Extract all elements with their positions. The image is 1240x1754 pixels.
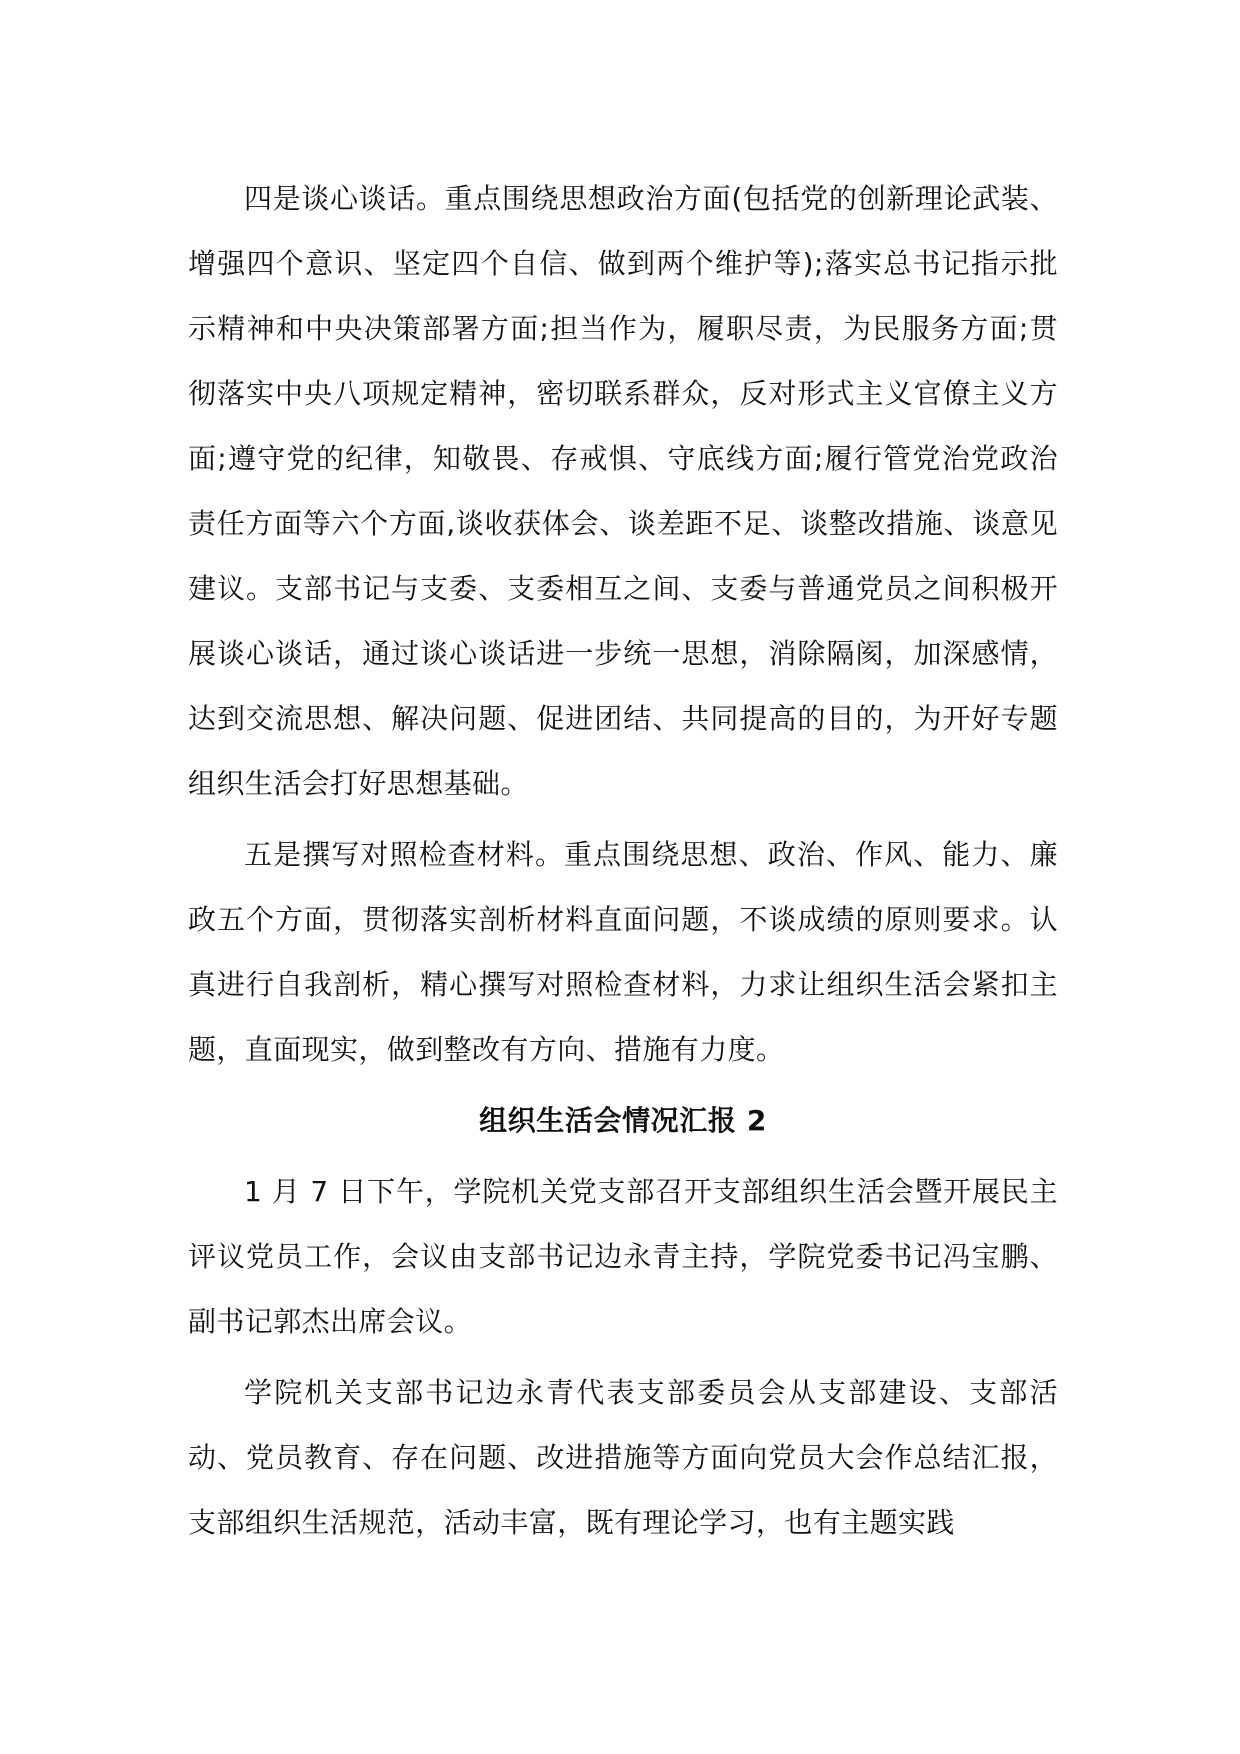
paragraph-meeting-summary: 1 月 7 日下午，学院机关党支部召开支部组织生活会暨开展民主评议党员工作，会议由支部书记边永青主持，学院党委书记冯宝鹏、副书记郭杰出席会议。 (188, 1175, 1058, 1338)
section-heading: 组织生活会情况汇报 2 (479, 1104, 767, 1137)
document-page (188, 166, 1058, 1555)
paragraph-branch-report: 学院机关支部书记边永青代表支部委员会从支部建设、支部活动、党员教育、存在问题、改进措施等方面向党员大会作总结汇报，支部组织生活规范，活动丰富，既有理论学习，也有主题实践 (188, 1376, 1058, 1539)
paragraph-talk-heart: 四是谈心谈话。重点围绕思想政治方面(包括党的创新理论武装、增强四个意识、坚定四个自信、做到两个维护等);落实总书记指示批示精神和中央决策部署方面;担当作为，履职尽责，为民服务方面;贯彻落实中央八项规定精神，密切联系群众，反对形式主义官僚主义方面;遵守党的纪律，知敬畏、存戒惧、守底线方面;履行管党治党政治责任方面等六个方面,谈收获体会、谈差距不足、谈整改措施、谈意见建议。支部书记与支委、支委相互之间、支委与普通党员之间积极开展谈心谈话，通过谈心谈话进一步统一思想，消除隔阂，加深感情，达到交流思想、解决问题、促进团结、共同提高的目的，为开好专题组织生活会打好思想基础。 (188, 182, 1058, 800)
paragraph-review-materials: 五是撰写对照检查材料。重点围绕思想、政治、作风、能力、廉政五个方面，贯彻落实剖析材料直面问题，不谈成绩的原则要求。认真进行自我剖析，精心撰写对照检查材料，力求让组织生活会紧扣主题，直面现实，做到整改有方向、措施有力度。 (188, 838, 1058, 1066)
